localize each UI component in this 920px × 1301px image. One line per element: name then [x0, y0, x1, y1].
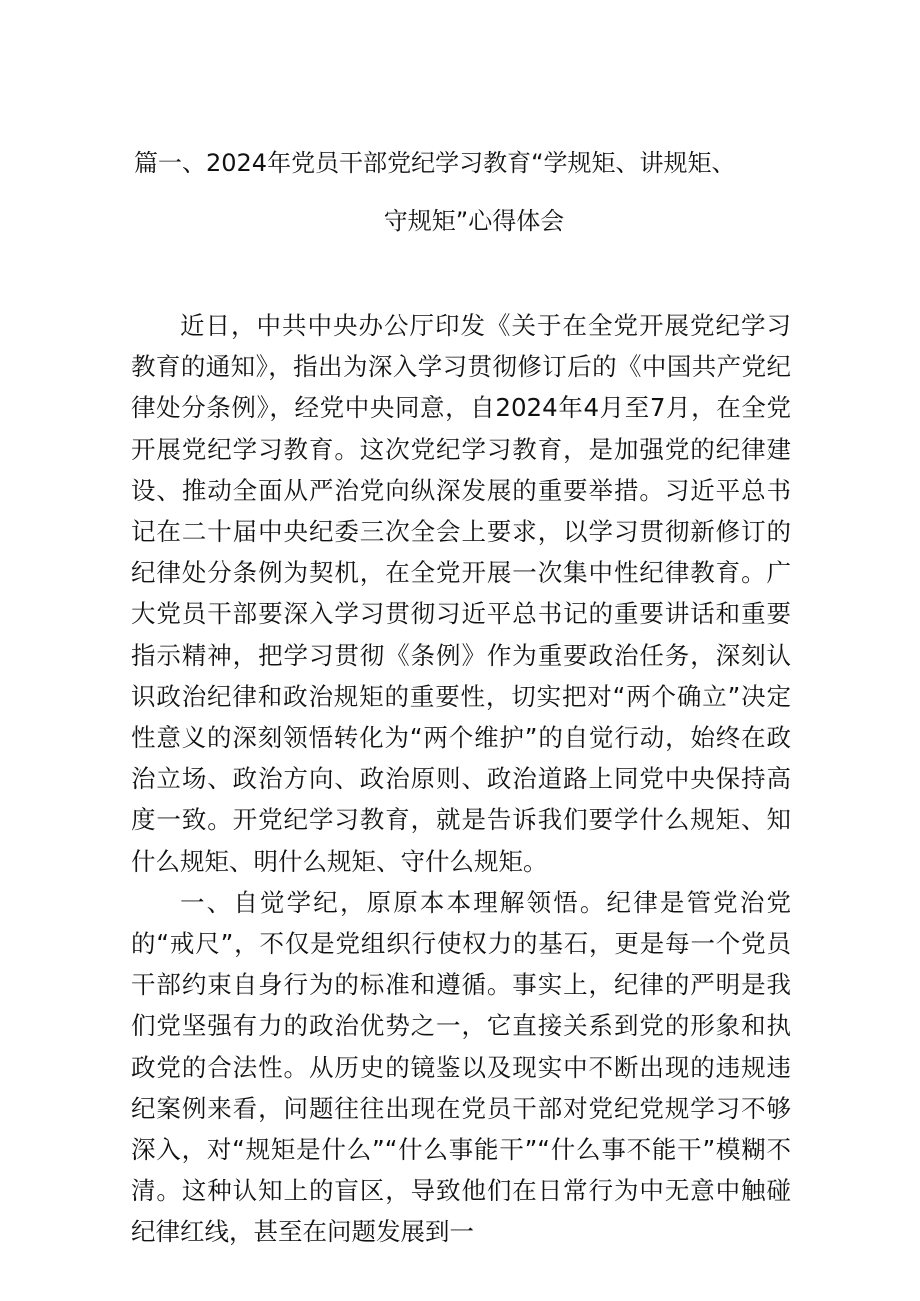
- document-title: [134, 145, 794, 239]
- paragraph-2: 一、自觉学纪，原原本本理解领悟。纪律是管党治党的“戒尺”，不仅是党组织行使权力的基石，更是每一个党员干部约束自身行为的标准和遵循。事实上，纪律的严明是我们党坚强有力的政治优势之一，它直接关系到党的形象和执政党的合法性。从历史的镜鉴以及现实中不断出现的违规违纪案例来看，问题往往出现在党员干部对党纪党规学习不够深入，对“规矩是什么”“什么事能干”“什么事不能干”模糊不清。这种认知上的盲区，导致他们在日常行为中无意中触碰纪律红线，甚至在问题发展到一: [131, 887, 791, 1247]
- title-line-2: 守规矩”心得体会: [383, 207, 565, 235]
- title-line-1: 篇一、2024年党员干部党纪学习教育“学规矩、讲规矩、: [134, 149, 736, 177]
- document-body: [131, 305, 791, 1253]
- paragraph-1: 近日，中共中央办公厅印发《关于在全党开展党纪学习教育的通知》，指出为深入学习贯彻修订后的《中国共产党纪律处分条例》，经党中央同意，自2024年4月至7月，在全党开展党纪学习教育。这次党纪学习教育，是加强党的纪律建设、推动全面从严治党向纵深发展的重要举措。习近平总书记在二十届中央纪委三次全会上要求，以学习贯彻新修订的纪律处分条例为契机，在全党开展一次集中性纪律教育。广大党员干部要深入学习贯彻习近平总书记的重要讲话和重要指示精神，把学习贯彻《条例》作为重要政治任务，深刻认识政治纪律和政治规矩的重要性，切实把对“两个确立”决定性意义的深刻领悟转化为“两个维护”的自觉行动，始终在政治立场、政治方向、政治原则、政治道路上同党中央保持高度一致。开党纪学习教育，就是告诉我们要学什么规矩、知什么规矩、明什么规矩、守什么规矩。: [131, 311, 791, 876]
